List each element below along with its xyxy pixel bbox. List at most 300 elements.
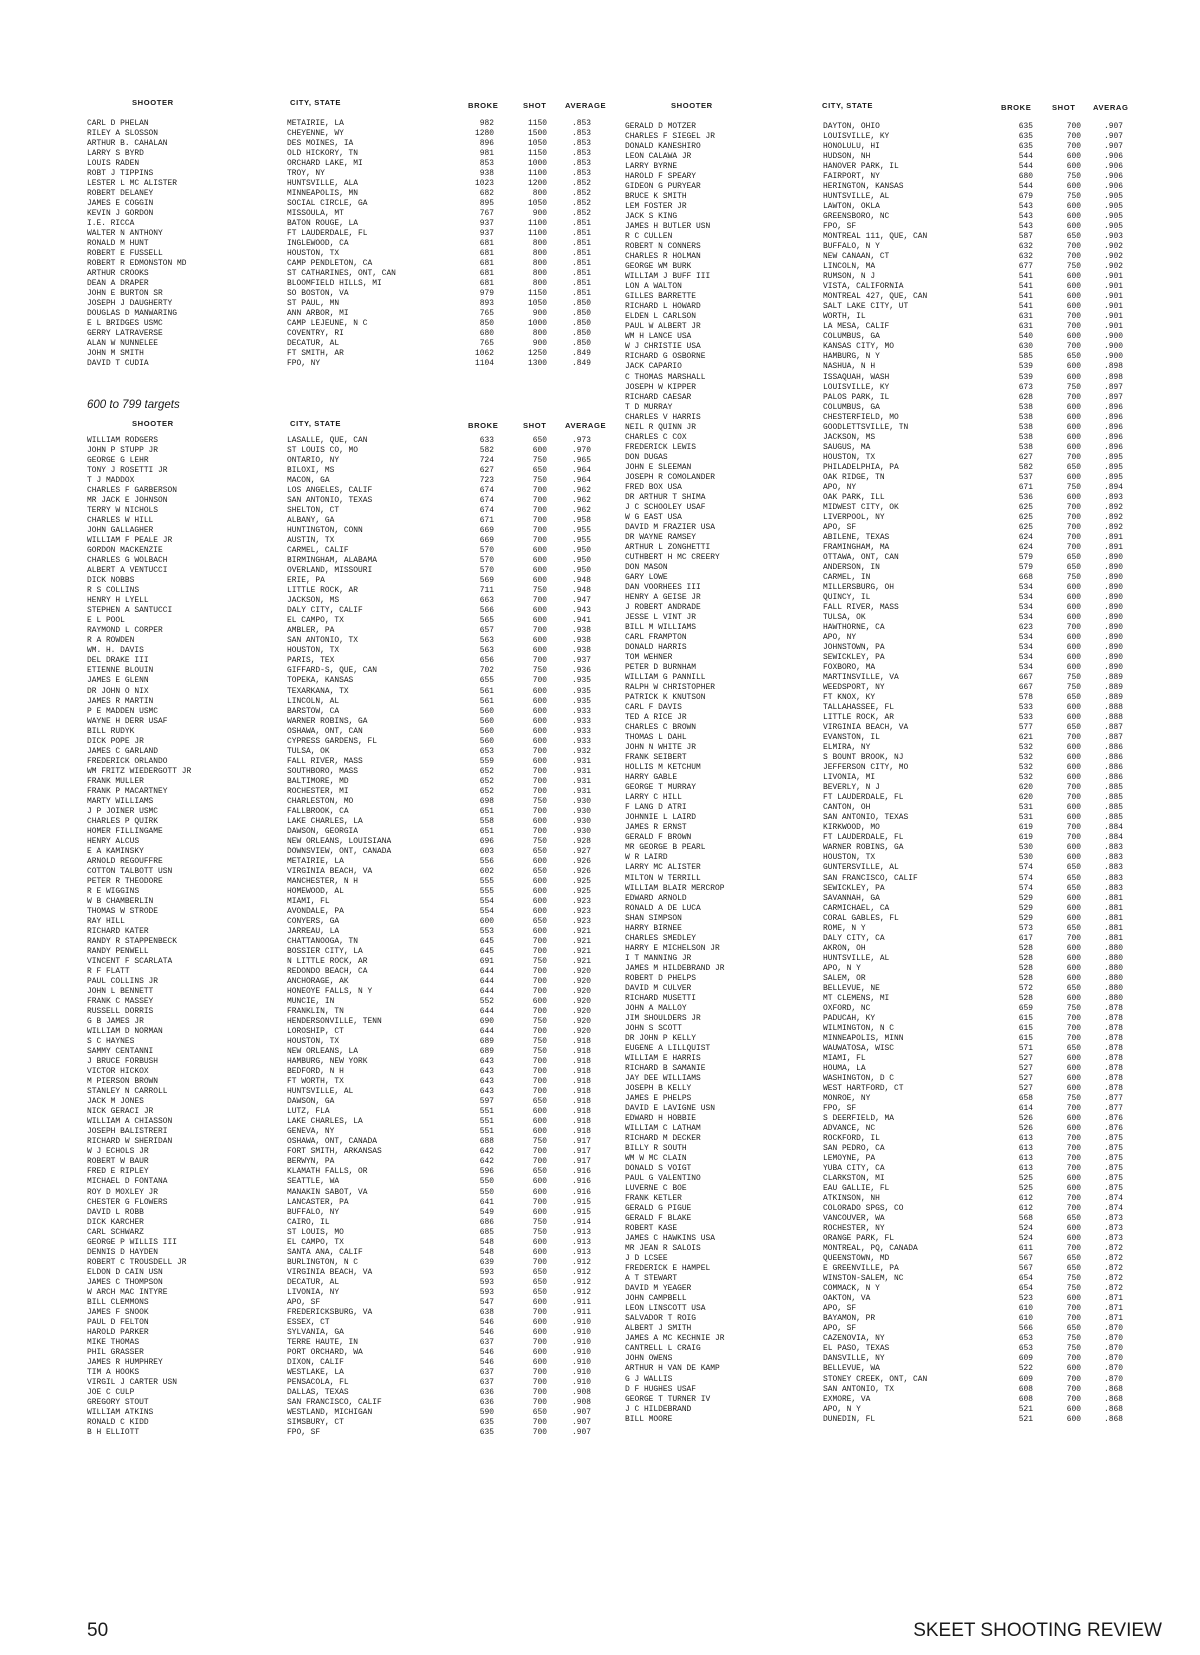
average-value: .871 (1104, 1304, 1123, 1314)
table-row (625, 643, 1200, 653)
table-row (87, 616, 662, 626)
table-row (625, 1174, 1200, 1184)
table-row (625, 763, 1200, 773)
shot-value: 800 (532, 249, 547, 259)
city-state: SAN ANTONIO, TX (823, 1384, 895, 1394)
shot-value: 600 (532, 1107, 547, 1117)
shooter-name: CHARLES G WOLBACH (87, 556, 168, 566)
shot-value: 700 (1066, 1013, 1081, 1023)
average-value: .910 (572, 1357, 591, 1367)
average-value: .916 (572, 1167, 591, 1177)
broke-value: 541 (1018, 282, 1033, 292)
average-value: .878 (1104, 1013, 1123, 1023)
city-state: HOUSTON, TX (287, 249, 340, 259)
broke-value: 531 (1018, 813, 1033, 823)
table-row (87, 987, 662, 997)
broke-value: 610 (1018, 1304, 1033, 1314)
average-value: .910 (572, 1317, 591, 1327)
table-row (625, 352, 1200, 362)
average-value: .873 (1104, 1224, 1123, 1234)
average-value: .884 (1104, 833, 1123, 843)
shooter-name: HENRY ALCUS (87, 836, 140, 846)
table-row (625, 713, 1200, 723)
average-value: .878 (1104, 1023, 1123, 1033)
broke-value: 631 (1018, 322, 1033, 332)
city-state: SALT LAKE CITY, UT (823, 302, 909, 312)
shooter-name: JOHN CAMPBELL (625, 1294, 687, 1304)
city-state: FT WORTH, TX (287, 1077, 344, 1087)
average-value: .887 (1104, 733, 1123, 743)
magazine-title: SKEET SHOOTING REVIEW (913, 1620, 1162, 1641)
average-value: .868 (1104, 1414, 1123, 1424)
shot-value: 650 (1066, 693, 1081, 703)
table-row (625, 152, 1200, 162)
shooter-name: JAMES R HUMPHREY (87, 1357, 163, 1367)
average-value: .964 (572, 476, 591, 486)
shot-value: 650 (1066, 352, 1081, 362)
shooter-name: SAMMY CENTANNI (87, 1047, 154, 1057)
shooter-name: LARRY MC ALISTER (625, 863, 701, 873)
broke-value: 554 (479, 896, 494, 906)
average-value: .907 (1104, 142, 1123, 152)
city-state: FPO, SF (823, 1103, 857, 1113)
broke-value: 635 (479, 1427, 494, 1437)
table-row (625, 753, 1200, 763)
table-row (87, 687, 662, 697)
shooter-name: ARTHUR B. CAHALAN (87, 139, 168, 149)
shot-value: 600 (1066, 763, 1081, 773)
broke-value: 521 (1018, 1414, 1033, 1424)
shot-value: 600 (1066, 853, 1081, 863)
shot-value: 700 (532, 1427, 547, 1437)
shot-value: 700 (1066, 132, 1081, 142)
broke-value: 711 (479, 586, 494, 596)
broke-value: 570 (479, 546, 494, 556)
broke-value: 534 (1018, 612, 1033, 622)
shooter-name: C THOMAS MARSHALL (625, 372, 706, 382)
shot-value: 700 (1066, 783, 1081, 793)
table-row (87, 636, 662, 646)
shot-value: 600 (532, 906, 547, 916)
shooter-name: T J MADDOX (87, 476, 135, 486)
average-value: .876 (1104, 1113, 1123, 1123)
average-value: .905 (1104, 202, 1123, 212)
broke-value: 530 (1018, 853, 1033, 863)
shooter-name: WILLIAM ATKINS (87, 1407, 154, 1417)
average-value: .913 (572, 1247, 591, 1257)
broke-value: 600 (479, 916, 494, 926)
city-state: APO, SF (823, 1324, 857, 1334)
shot-value: 700 (532, 746, 547, 756)
shot-value: 650 (1066, 1264, 1081, 1274)
broke-value: 559 (479, 756, 494, 766)
average-value: .877 (1104, 1093, 1123, 1103)
broke-value: 614 (1018, 1103, 1033, 1113)
city-state: MARTINSVILLE, VA (823, 673, 899, 683)
average-value: .916 (572, 1177, 591, 1187)
shot-value: 1200 (528, 179, 547, 189)
city-state: S DEERFIELD, MA (823, 1113, 895, 1123)
shooter-name: GARY LOWE (625, 572, 668, 582)
shooter-name: WILLIAM E HARRIS (625, 1053, 701, 1063)
shooter-name: JOSEPH BALISTRERI (87, 1127, 168, 1137)
city-state: DOWNSVIEW, ONT, CANADA (287, 846, 392, 856)
broke-value: 521 (1018, 1404, 1033, 1414)
shooter-name: JAMES H BUTLER USN (625, 222, 711, 232)
table-row (625, 623, 1200, 633)
city-state: WILMINGTON, N C (823, 1023, 895, 1033)
broke-value: 534 (1018, 582, 1033, 592)
shooter-name: BILL M WILLIAMS (625, 623, 697, 632)
shooter-name: JOSEPH W KIPPER (625, 382, 697, 392)
city-state: TERRE HAUTE, IN (287, 1337, 359, 1347)
city-state: ORANGE PARK, FL (823, 1234, 895, 1244)
broke-value: 623 (1018, 623, 1033, 632)
average-value: .930 (572, 806, 591, 816)
shot-value: 700 (532, 1147, 547, 1157)
broke-value: 551 (479, 1107, 494, 1117)
average-value: .868 (1104, 1404, 1123, 1414)
average-value: .897 (1104, 392, 1123, 402)
shot-value: 600 (532, 1237, 547, 1247)
shooter-name: JOHN M SMITH (87, 349, 144, 359)
city-state: SIMSBURY, CT (287, 1417, 344, 1427)
shot-value: 700 (1066, 252, 1081, 262)
shooter-name: ELDON D CAIN USN (87, 1267, 163, 1277)
average-value: .850 (572, 329, 591, 339)
city-state: ANDERSON, IN (823, 562, 880, 572)
table-row (87, 179, 662, 189)
shot-value: 700 (532, 1007, 547, 1017)
table-row (87, 269, 662, 279)
average-value: .853 (572, 139, 591, 149)
shot-value: 700 (1066, 542, 1081, 552)
table-row (625, 723, 1200, 733)
broke-value: 582 (1018, 462, 1033, 472)
average-value: .918 (572, 1127, 591, 1137)
table-row (87, 349, 662, 359)
city-state: PHILADELPHIA, PA (823, 462, 899, 472)
table-row (87, 717, 662, 727)
average-value: .912 (572, 1277, 591, 1287)
average-value: .918 (572, 1087, 591, 1097)
city-state: TULSA, OK (287, 746, 330, 756)
table-row (625, 362, 1200, 372)
shot-value: 700 (1066, 122, 1081, 131)
city-state: MANCHESTER, N H (287, 876, 359, 886)
average-value: .852 (572, 189, 591, 199)
broke-value: 560 (479, 736, 494, 746)
shot-value: 750 (532, 836, 547, 846)
table-row (625, 1024, 1200, 1034)
average-value: .870 (1104, 1324, 1123, 1334)
broke-value: 532 (1018, 763, 1033, 773)
shot-value: 600 (532, 696, 547, 706)
table-row (625, 783, 1200, 793)
broke-value: 526 (1018, 1124, 1033, 1133)
city-state: LAWTON, OKLA (823, 202, 880, 212)
table-row (87, 797, 662, 807)
city-state: CORAL GABLES, FL (823, 913, 899, 923)
city-state: ADVANCE, NC (823, 1124, 876, 1133)
average-value: .920 (572, 967, 591, 977)
shooter-name: RICHARD KATER (87, 926, 149, 936)
broke-value: 673 (1018, 382, 1033, 392)
average-value: .925 (572, 886, 591, 896)
average-value: .931 (572, 786, 591, 796)
shot-value: 1300 (528, 359, 547, 369)
shooter-name: DON DUGAS (625, 452, 668, 462)
table-row (87, 857, 662, 867)
shot-value: 600 (1066, 282, 1081, 292)
city-state: LASALLE, QUE, CAN (287, 436, 368, 445)
broke-value: 644 (479, 967, 494, 977)
city-state: NASHUA, N H (823, 362, 876, 372)
shot-value: 650 (532, 846, 547, 856)
broke-value: 539 (1018, 372, 1033, 382)
shot-value: 600 (1066, 703, 1081, 713)
shot-value: 1500 (528, 129, 547, 139)
city-state: OSHAWA, ONT, CAN (287, 726, 363, 736)
shot-value: 600 (532, 566, 547, 576)
shooter-name: R F FLATT (87, 967, 130, 977)
average-value: .907 (572, 1427, 591, 1437)
city-state: CAIRO, IL (287, 1217, 330, 1227)
city-state: BEDFORD, N H (287, 1067, 344, 1077)
average-value: .910 (572, 1347, 591, 1357)
shooter-name: JOSEPH R COMOLANDER (625, 472, 715, 482)
city-state: FAIRPORT, NY (823, 172, 880, 182)
table-row (625, 863, 1200, 873)
city-state: STONEY CREEK, ONT, CAN (823, 1374, 928, 1384)
shooter-name: JOE C CULP (87, 1387, 135, 1397)
shot-value: 700 (1066, 1394, 1081, 1404)
city-state: BLOOMFIELD HILLS, MI (287, 279, 382, 289)
shooter-name: G J WALLIS (625, 1374, 673, 1384)
shooter-name: WILLIAM D NORMAN (87, 1027, 163, 1037)
shot-value: 700 (1066, 1244, 1081, 1254)
average-value: .901 (1104, 292, 1123, 302)
broke-value: 979 (479, 289, 494, 299)
table-row (625, 1375, 1200, 1385)
shooter-name: GERALD D MOTZER (625, 122, 697, 131)
shot-value: 650 (532, 1287, 547, 1297)
shooter-name: PAUL COLLINS JR (87, 977, 159, 987)
city-state: OTTAWA, ONT, CAN (823, 552, 899, 562)
shot-value: 600 (1066, 1184, 1081, 1194)
shot-value: 700 (532, 1067, 547, 1077)
table-row (87, 1308, 662, 1318)
city-state: ELMIRA, NY (823, 743, 871, 753)
table-row (87, 566, 662, 576)
average-value: .852 (572, 179, 591, 189)
table-row (625, 1284, 1200, 1294)
broke-value: 896 (479, 139, 494, 149)
table-row (625, 1204, 1200, 1214)
broke-value: 653 (1018, 1344, 1033, 1354)
broke-header: BROKE (1001, 103, 1032, 112)
city-state: SAN ANTONIO, TEXAS (823, 813, 909, 823)
city-state: DAYTON, OHIO (823, 122, 880, 131)
table-row (625, 192, 1200, 202)
average-value: .970 (572, 446, 591, 456)
average-value: .902 (1104, 262, 1123, 272)
shooter-name: RANDY R STAPPENBECK (87, 937, 177, 946)
city-state: HAMBURG, N Y (823, 352, 880, 362)
shot-value: 700 (532, 1417, 547, 1427)
broke-value: 577 (1018, 723, 1033, 733)
table-row (87, 536, 662, 546)
broke-value: 893 (479, 299, 494, 309)
broke-value: 529 (1018, 903, 1033, 913)
broke-value: 524 (1018, 1234, 1033, 1244)
average-value: .881 (1104, 903, 1123, 913)
broke-value: 659 (1018, 1003, 1033, 1013)
table-row (87, 1097, 662, 1107)
broke-value: 593 (479, 1277, 494, 1287)
shooter-name: THOMAS W STRODE (87, 906, 159, 916)
table-row (87, 867, 662, 877)
shot-value: 700 (532, 536, 547, 546)
city-state: PALOS PARK, IL (823, 392, 890, 402)
broke-value: 702 (479, 666, 494, 676)
table-row (87, 279, 662, 289)
broke-value: 686 (479, 1217, 494, 1227)
city-state: BAYAMON, PR (823, 1314, 876, 1324)
average-value: .905 (1104, 192, 1123, 202)
shot-value: 750 (1066, 673, 1081, 683)
shooter-name: JOHN L BENNETT (87, 987, 154, 997)
average-value: .880 (1104, 993, 1123, 1003)
table-row (87, 767, 662, 777)
broke-value: 527 (1018, 1073, 1033, 1083)
table-row (625, 433, 1200, 443)
table-row (625, 593, 1200, 603)
table-row (625, 733, 1200, 743)
shot-value: 700 (532, 596, 547, 606)
table-row (625, 633, 1200, 643)
shooter-name: FREDERICK LEWIS (625, 442, 697, 452)
city-state: COVENTRY, RI (287, 329, 344, 339)
shooter-name: CHARLES F GARBERSON (87, 486, 177, 496)
city-state: COLORADO SPGS, CO (823, 1204, 904, 1214)
broke-value: 541 (1018, 292, 1033, 302)
shot-value: 600 (1066, 422, 1081, 432)
shot-value: 600 (1066, 182, 1081, 192)
broke-value: 582 (479, 446, 494, 456)
table-row (87, 817, 662, 827)
table-row (87, 229, 662, 239)
shot-value: 600 (1066, 903, 1081, 913)
city-state: QUEENSTOWN, MD (823, 1254, 890, 1264)
broke-value: 541 (1018, 272, 1033, 282)
shooter-name: W J ECHOLS JR (87, 1147, 149, 1157)
shot-value: 1000 (528, 319, 547, 329)
table-row (625, 894, 1200, 904)
shot-value: 700 (1066, 312, 1081, 322)
table-row (87, 1218, 662, 1228)
shooter-name: JAMES E COGGIN (87, 199, 154, 209)
shot-value: 600 (532, 716, 547, 726)
shot-value: 600 (532, 756, 547, 766)
shot-value: 600 (1066, 943, 1081, 953)
shooter-name: FRANK C MASSEY (87, 997, 154, 1007)
average-value: .920 (572, 977, 591, 987)
city-state: HANOVER PARK, IL (823, 162, 899, 172)
city-state: APO, SF (823, 1304, 857, 1314)
table-row (87, 1027, 662, 1037)
average-value: .933 (572, 726, 591, 736)
shooter-name: WILLIAM G PANNILL (625, 673, 706, 683)
broke-value: 609 (1018, 1374, 1033, 1384)
table-row (625, 1314, 1200, 1324)
average-value: .933 (572, 706, 591, 716)
average-value: .898 (1104, 372, 1123, 382)
city-state: FPO, SF (287, 1427, 321, 1437)
broke-value: 590 (479, 1407, 494, 1417)
average-value: .873 (1104, 1234, 1123, 1244)
broke-value: 537 (1018, 472, 1033, 482)
table-row (625, 1154, 1200, 1164)
shooter-name: ARNOLD REGOUFFRE (87, 856, 163, 866)
table-row (625, 413, 1200, 423)
city-state: OLD HICKORY, TN (287, 149, 359, 159)
average-value: .912 (572, 1257, 591, 1267)
shot-value: 700 (532, 937, 547, 946)
shooter-name: DR JOHN O NIX (87, 686, 149, 696)
average-value: .852 (572, 209, 591, 219)
average-value: .906 (1104, 162, 1123, 172)
table-row (625, 523, 1200, 533)
shooter-name: J D LCSEE (625, 1254, 668, 1264)
broke-value: 620 (1018, 783, 1033, 793)
average-value: .910 (572, 1337, 591, 1347)
shot-value: 700 (532, 1387, 547, 1397)
table-row (87, 446, 662, 456)
average-value: .877 (1104, 1103, 1123, 1113)
average-value: .935 (572, 686, 591, 696)
shooter-name: JAMES M HILDEBRAND JR (625, 963, 725, 973)
city-state: JACKSON, MS (823, 432, 876, 442)
shooter-name: E A KAMINSKY (87, 846, 144, 856)
broke-value: 546 (479, 1327, 494, 1337)
broke-value: 597 (479, 1097, 494, 1107)
shot-value: 750 (532, 476, 547, 486)
shot-value: 900 (532, 339, 547, 349)
average-value: .872 (1104, 1274, 1123, 1284)
table-row (87, 199, 662, 209)
broke-value: 528 (1018, 943, 1033, 953)
table-row (625, 793, 1200, 803)
average-value: .885 (1104, 793, 1123, 803)
average-value: .870 (1104, 1364, 1123, 1374)
city-state: RUMSON, N J (823, 272, 876, 282)
city-state: SEATTLE, WA (287, 1177, 340, 1187)
average-value: .962 (572, 496, 591, 506)
shooter-name: JOHN N WHITE JR (625, 743, 697, 753)
average-value: .901 (1104, 322, 1123, 332)
shooter-name: F LANG D ATRI (625, 803, 687, 813)
broke-value: 548 (479, 1237, 494, 1247)
shooter-name: LEON CALAWA JR (625, 152, 692, 162)
shot-header: SHOT (1052, 103, 1076, 112)
shot-value: 600 (1066, 372, 1081, 382)
city-state: LAKE CHARLES, LA (287, 1117, 363, 1127)
shooter-name: ARTHUR H VAN DE KAMP (625, 1364, 720, 1374)
shooter-name: MR JEAN R SALOIS (625, 1244, 701, 1254)
average-value: .871 (1104, 1314, 1123, 1324)
average-value: .965 (572, 456, 591, 466)
